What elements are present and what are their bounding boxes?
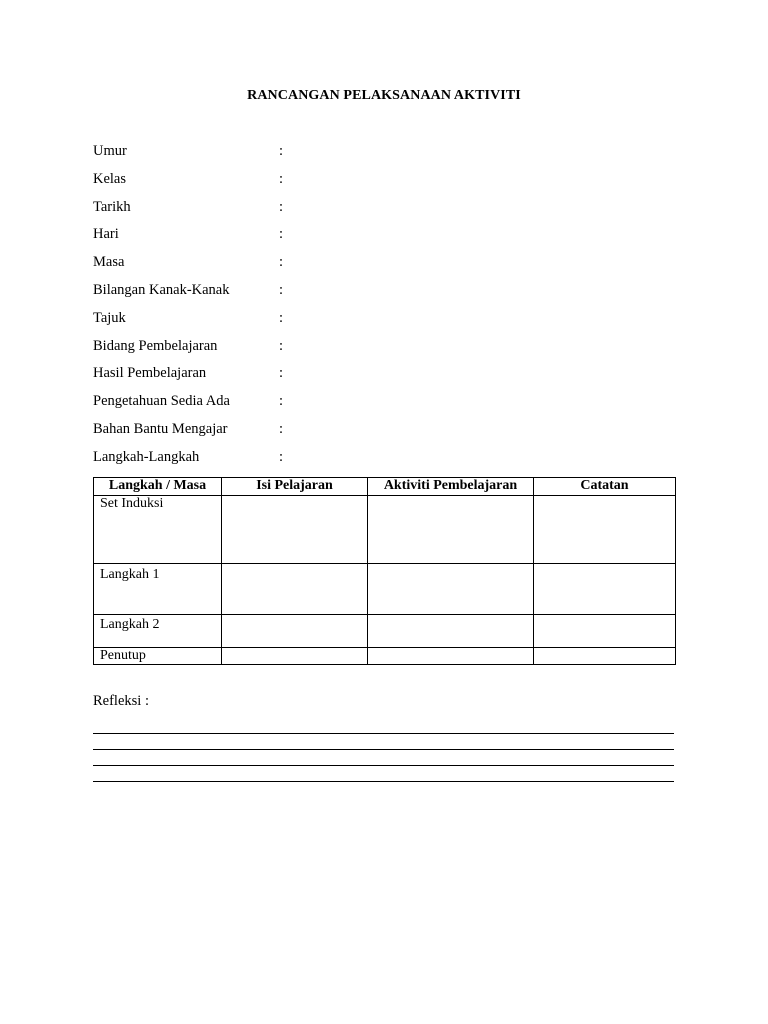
isi-cell (222, 615, 368, 648)
field-colon: : (279, 365, 284, 382)
form-fields (93, 143, 673, 477)
writing-line (93, 766, 674, 782)
column-header-catatan: Catatan (534, 478, 676, 496)
step-cell: Penutup (94, 648, 222, 665)
table-row (94, 648, 676, 665)
catatan-cell (534, 648, 676, 665)
field-row-bidang (93, 338, 673, 366)
field-row-tarikh (93, 199, 673, 227)
aktiviti-cell (368, 496, 534, 564)
field-colon: : (279, 226, 284, 243)
field-label: Langkah-Langkah (93, 448, 200, 465)
field-row-bilangan (93, 282, 673, 310)
field-row-kelas (93, 171, 673, 199)
lesson-plan-table (93, 477, 676, 665)
step-cell: Langkah 2 (94, 615, 222, 648)
field-row-umur (93, 143, 673, 171)
field-label: Bidang Pembelajaran (93, 337, 218, 354)
field-row-hari (93, 226, 673, 254)
writing-line (93, 718, 674, 734)
field-label: Umur (93, 143, 127, 159)
field-colon: : (279, 254, 284, 271)
field-colon: : (279, 420, 284, 437)
catatan-cell (534, 496, 676, 564)
field-label: Kelas (93, 170, 127, 187)
field-row-masa (93, 254, 673, 282)
field-colon: : (279, 281, 284, 298)
table-row (94, 496, 676, 564)
step-cell: Langkah 1 (94, 564, 222, 615)
table-row (94, 615, 676, 648)
aktiviti-cell (368, 615, 534, 648)
field-label: Tajuk (93, 309, 126, 326)
catatan-cell (534, 615, 676, 648)
field-label: Bilangan Kanak-Kanak (93, 281, 230, 298)
column-header-isi: Isi Pelajaran (222, 478, 368, 496)
field-colon: : (279, 393, 284, 410)
field-colon: : (279, 170, 284, 187)
catatan-cell (534, 564, 676, 615)
table-row (94, 564, 676, 615)
writing-line (93, 750, 674, 766)
field-label: Bahan Bantu Mengajar (93, 420, 228, 437)
field-row-bahan (93, 421, 673, 449)
column-header-langkah: Langkah / Masa (94, 478, 222, 496)
page-title: RANCANGAN PELAKSANAAN AKTIVITI (247, 88, 521, 103)
field-colon: : (279, 143, 284, 159)
field-label: Pengetahuan Sedia Ada (93, 393, 230, 410)
aktiviti-cell (368, 648, 534, 665)
field-label: Hari (93, 226, 119, 243)
column-header-aktiviti: Aktiviti Pembelajaran (368, 478, 534, 496)
field-row-tajuk (93, 310, 673, 338)
reflection-lines (93, 718, 674, 782)
field-label: Tarikh (93, 198, 131, 215)
step-cell: Set Induksi (94, 496, 222, 564)
field-colon: : (279, 198, 284, 215)
aktiviti-cell (368, 564, 534, 615)
field-colon: : (279, 309, 284, 326)
isi-cell (222, 564, 368, 615)
table-header-row (94, 478, 676, 496)
isi-cell (222, 496, 368, 564)
field-colon: : (279, 337, 284, 354)
isi-cell (222, 648, 368, 665)
field-colon: : (279, 448, 284, 465)
field-row-langkah (93, 449, 673, 477)
field-label: Hasil Pembelajaran (93, 365, 207, 382)
writing-line (93, 734, 674, 750)
field-row-pengetahuan (93, 393, 673, 421)
field-label: Masa (93, 254, 125, 271)
field-row-hasil (93, 365, 673, 393)
reflection-label: Refleksi : (93, 693, 149, 709)
